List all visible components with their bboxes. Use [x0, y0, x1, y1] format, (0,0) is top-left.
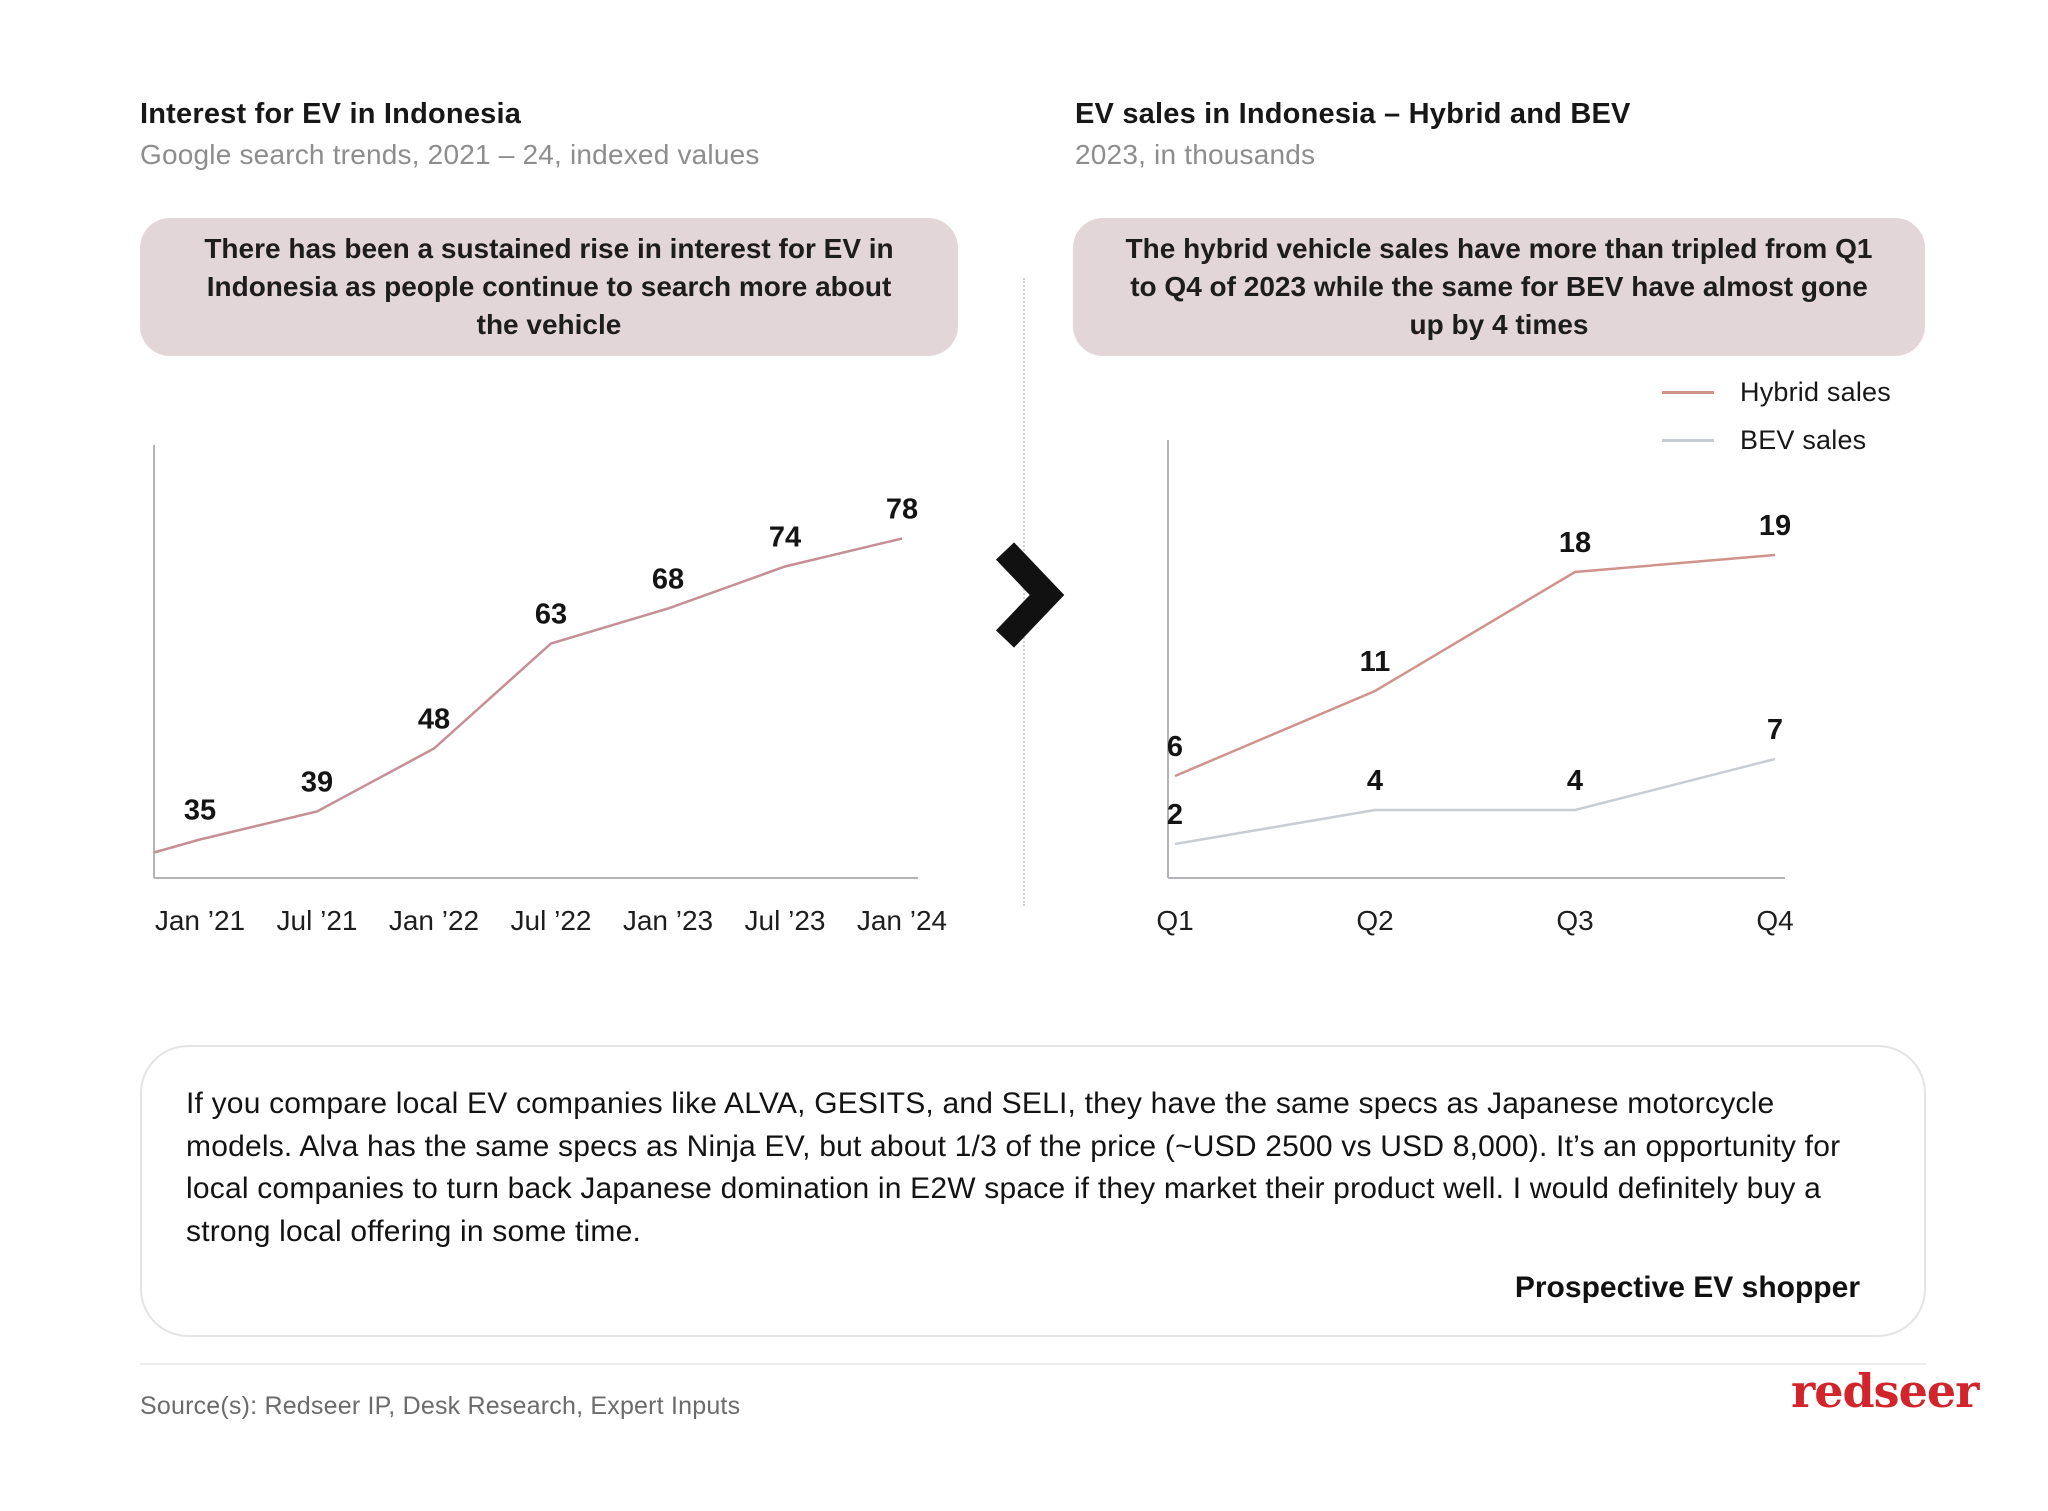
data-label: 68	[651, 563, 685, 596]
quote-card	[140, 1045, 1926, 1337]
data-label: 4	[1566, 765, 1584, 797]
redseer-logo: redseer	[1791, 1364, 1979, 1418]
data-label: 2	[1166, 799, 1184, 831]
data-label: 18	[1558, 527, 1592, 559]
footer-divider	[140, 1363, 1926, 1365]
data-label: 7	[1766, 714, 1784, 746]
right-insight-callout: The hybrid vehicle sales have more than tripled from Q1 to Q4 of 2023 while the same for BEV have almost gone up by 4 times	[1073, 218, 1925, 356]
data-label: 11	[1359, 646, 1391, 678]
x-tick-label: Jan ’24	[856, 905, 948, 936]
data-label: 4	[1366, 765, 1384, 797]
data-label: 39	[300, 766, 334, 799]
legend-label-bev: BEV sales	[1740, 424, 1867, 455]
ev-sales-line-chart	[1156, 430, 1800, 950]
data-label: 74	[768, 521, 802, 554]
x-tick-label: Q1	[1156, 905, 1194, 936]
series-line-0	[1175, 555, 1775, 776]
legend-item-hybrid	[1662, 368, 1891, 416]
data-label: 6	[1166, 731, 1184, 763]
chevron-right-icon	[995, 542, 1057, 648]
x-tick-label: Q2	[1356, 905, 1394, 936]
data-label: 63	[534, 598, 568, 631]
right-chart-header	[1075, 98, 1631, 171]
quote-text: If you compare local EV companies like ALVA, GESITS, and SELI, they have the same specs as Japanese motorcycle models. Alva has the same specs as Ninja EV, but about 1/3 of the price (~USD 2500 vs USD 8,000). It’s an opportunity for local companies to turn back Japanese domination in E2W space if they market their product well. I would definitely buy a strong local offering in some time.	[186, 1087, 1841, 1248]
series-line-0	[154, 539, 902, 853]
series-line-1	[1175, 759, 1775, 844]
x-tick-label: Jan ’22	[388, 905, 480, 936]
x-tick-label: Jan ’21	[154, 905, 246, 936]
x-tick-label: Jan ’23	[622, 905, 714, 936]
left-insight-callout: There has been a sustained rise in interest for EV in Indonesia as people continue to search more about the vehicle	[140, 218, 958, 356]
left-chart-title: Interest for EV in Indonesia	[140, 98, 522, 130]
left-chart-subtitle: Google search trends, 2021 – 24, indexed values	[140, 139, 760, 170]
x-tick-label: Q3	[1556, 905, 1594, 936]
x-tick-label: Jul ’22	[510, 905, 592, 936]
right-chart-title: EV sales in Indonesia – Hybrid and BEV	[1075, 98, 1631, 130]
right-chart-subtitle: 2023, in thousands	[1075, 139, 1316, 170]
x-tick-label: Jul ’21	[276, 905, 358, 936]
data-label: 48	[417, 703, 451, 736]
quote-attribution: Prospective EV shopper	[1514, 1271, 1860, 1304]
hybrid-line-swatch	[1662, 391, 1714, 394]
source-note: Source(s): Redseer IP, Desk Research, Expert Inputs	[140, 1392, 741, 1420]
data-label: 35	[183, 794, 217, 827]
left-chart-header	[140, 98, 760, 171]
legend-label-hybrid: Hybrid sales	[1740, 376, 1891, 407]
x-tick-label: Jul ’23	[744, 905, 826, 936]
search-trend-line-chart	[140, 430, 948, 950]
x-tick-label: Q4	[1756, 905, 1794, 936]
data-label: 78	[885, 493, 919, 526]
data-label: 19	[1758, 510, 1792, 542]
